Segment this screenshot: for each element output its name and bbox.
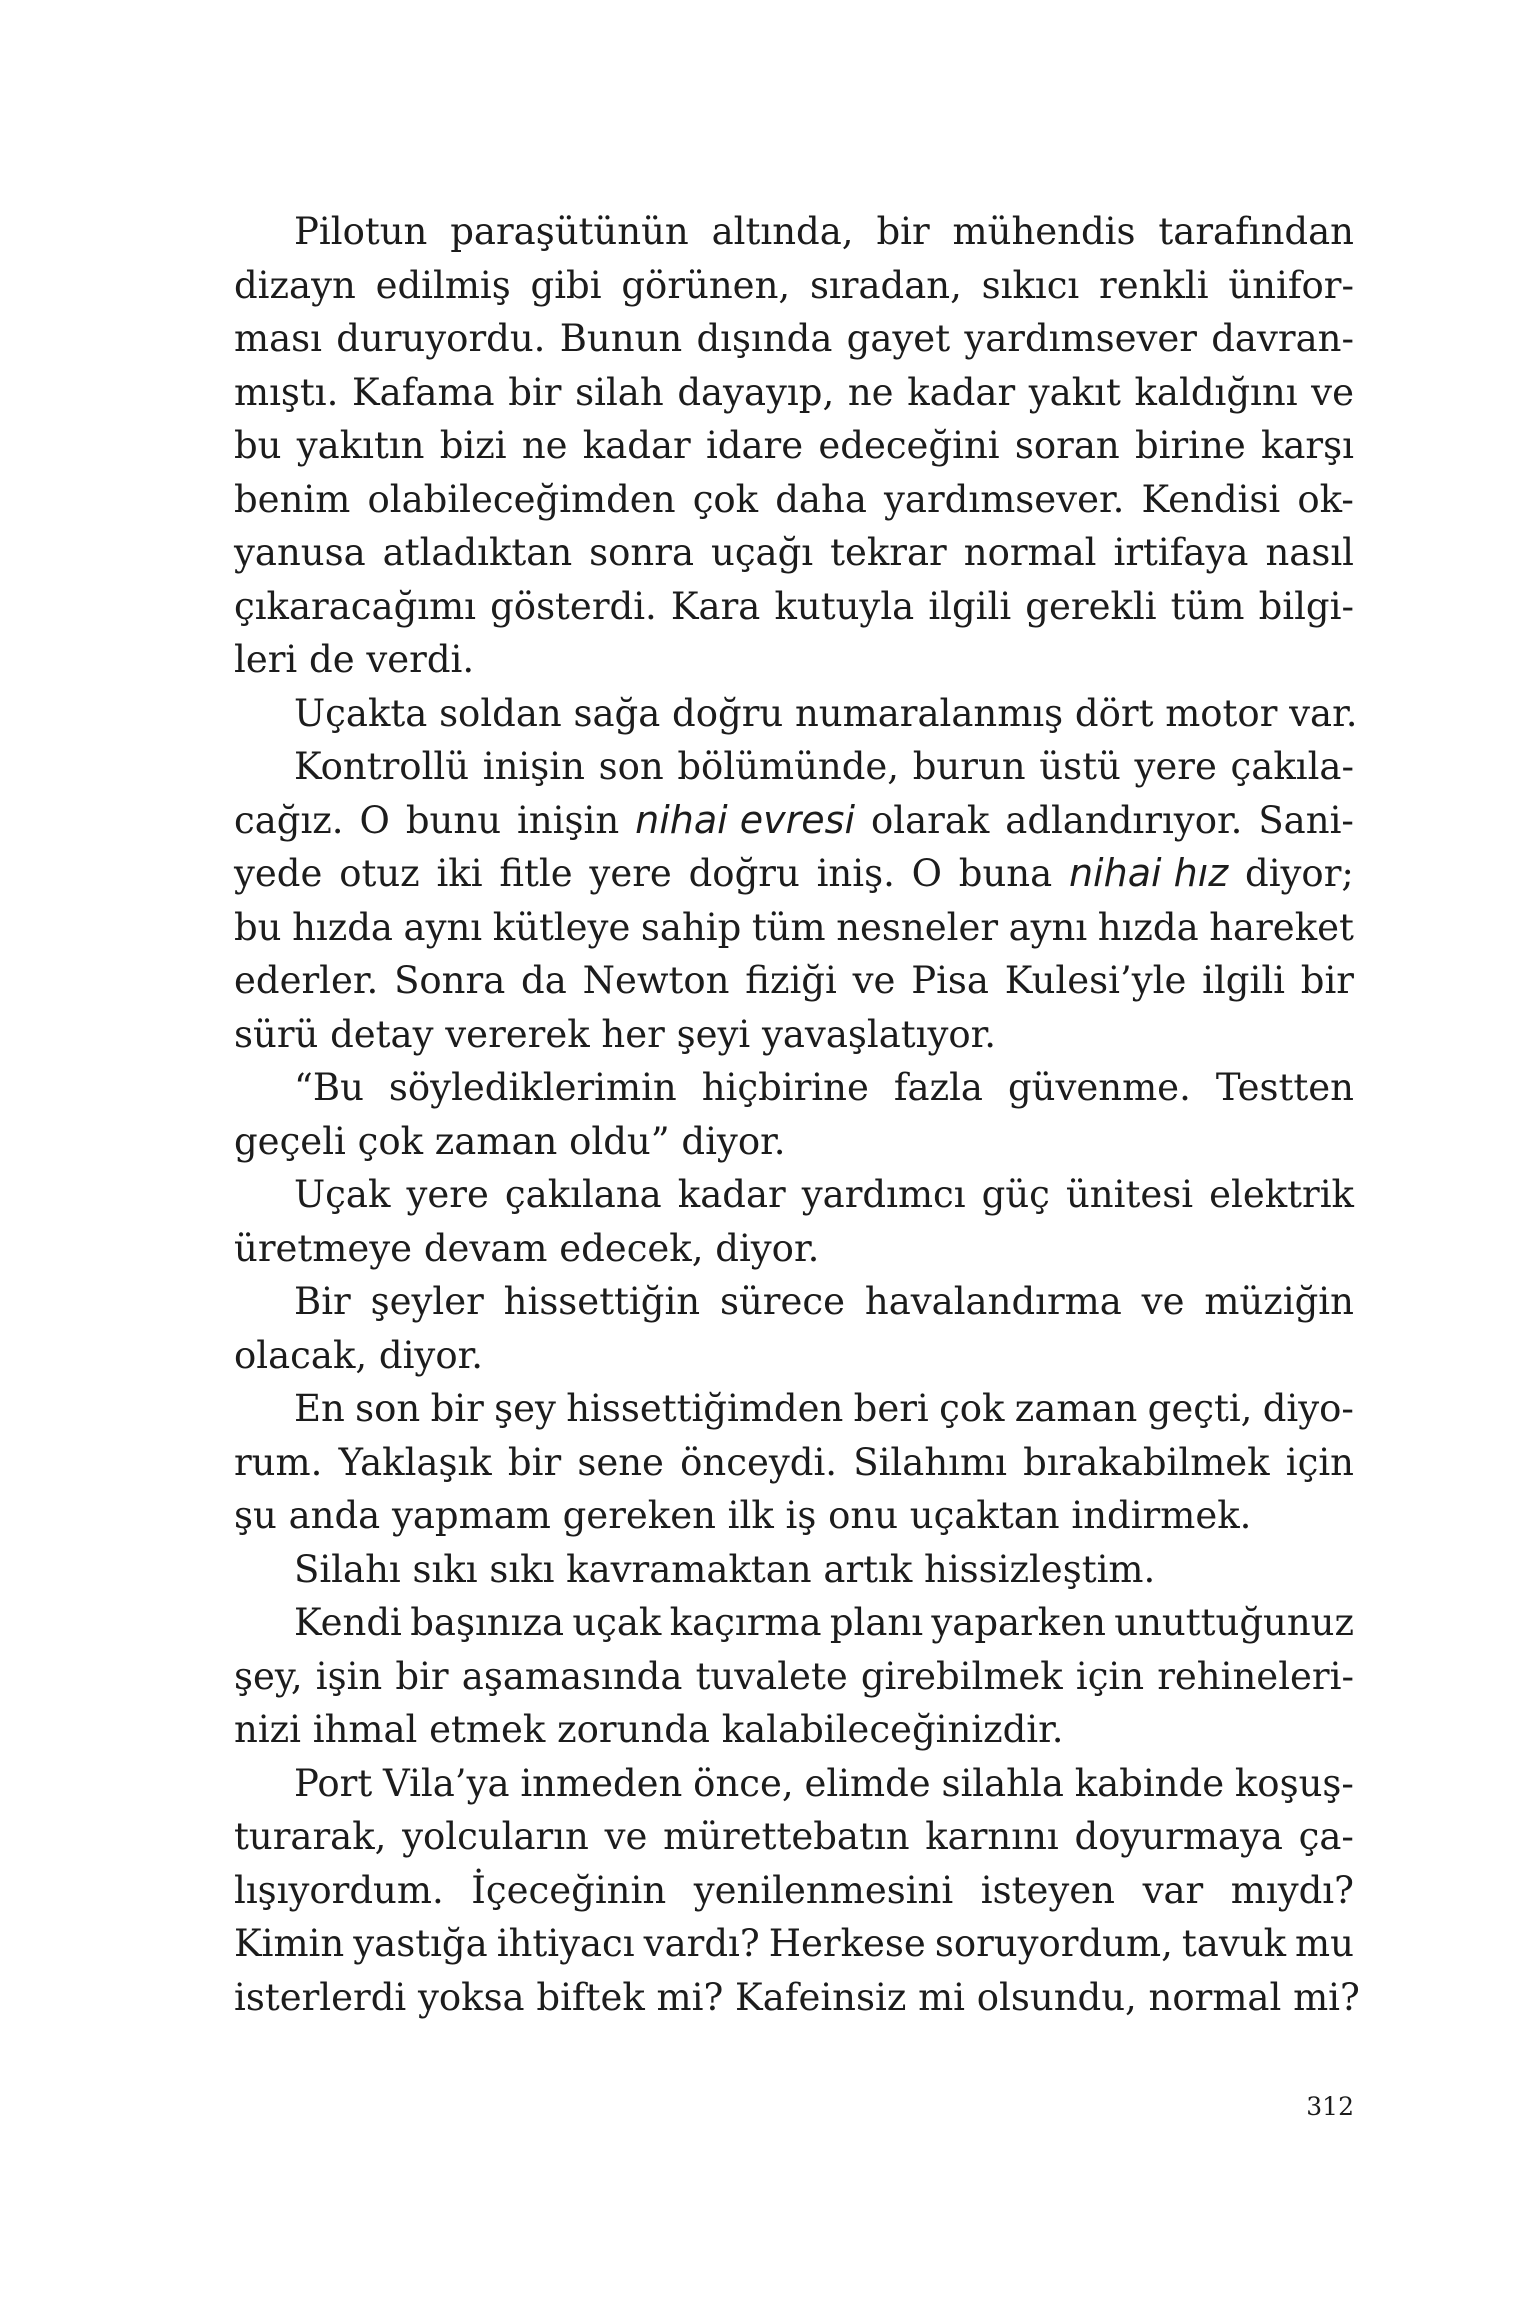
word: bilgi-	[1258, 584, 1354, 628]
word: Vila’ya	[383, 1761, 510, 1805]
text-line: isterlerdi yoksa biftek mi? Kafeinsiz mi olsundu, normal mi?	[234, 1975, 1360, 2019]
word: O	[359, 798, 390, 842]
word: uçağı	[711, 531, 814, 574]
word: silah	[575, 370, 664, 414]
word: Herkese	[768, 1922, 926, 1965]
word: sonra	[589, 531, 695, 574]
word: inişin	[517, 798, 620, 842]
word: gerekli	[1025, 584, 1157, 628]
word: şeyler	[370, 1280, 484, 1323]
paragraph	[234, 1757, 1360, 2025]
word: turarak,	[234, 1815, 387, 1858]
word: bir	[1300, 959, 1354, 1002]
word: gayet	[846, 317, 951, 360]
text-line: olacak, diyor.	[234, 1333, 483, 1377]
word: önceydi.	[680, 1440, 838, 1484]
word: yardımcı	[801, 1173, 966, 1216]
word: altında,	[711, 210, 854, 253]
text-line	[234, 740, 1354, 794]
word: tavuk	[1181, 1922, 1286, 1965]
word: önce,	[693, 1761, 794, 1805]
paragraph	[234, 205, 1354, 687]
word: Uçak	[294, 1173, 391, 1216]
word: kutuyla	[774, 584, 915, 628]
word: benim	[234, 477, 351, 521]
word: tarafından	[1158, 210, 1354, 253]
word: son	[355, 1387, 421, 1430]
word: hissettiğimden	[566, 1387, 844, 1430]
word: tüm	[1170, 584, 1245, 628]
word: bölümünde,	[677, 745, 900, 788]
word: yastığa	[353, 1922, 488, 1965]
word: kadar	[582, 424, 691, 467]
word: idare	[705, 424, 804, 467]
word: ve	[1141, 1280, 1185, 1323]
text-line	[234, 205, 1354, 259]
word: bırakabilmek	[1023, 1440, 1270, 1484]
word: normal	[963, 531, 1097, 574]
word: gösterdi.	[490, 584, 657, 628]
word: yakıt	[1028, 370, 1121, 414]
word: hiçbirine	[701, 1066, 869, 1109]
word: Pilotun	[294, 210, 428, 253]
word: için	[1075, 1654, 1145, 1698]
text-line: nizi ihmal etmek zorunda kalabileceğinizdir.	[234, 1708, 1064, 1751]
word: atladıktan	[382, 531, 573, 574]
word: bizi	[439, 424, 507, 467]
word: yanusa	[234, 531, 366, 574]
word: görünen,	[621, 263, 791, 307]
word: zaman	[1014, 1387, 1138, 1430]
word: ünitesi	[1065, 1173, 1194, 1216]
word: unuttuğunuz	[1114, 1601, 1354, 1644]
word: planı	[829, 1601, 924, 1644]
word: üstü	[1039, 745, 1121, 788]
word: güvenme.	[1007, 1066, 1191, 1109]
text-line: üretmeye devam edecek, diyor.	[234, 1226, 820, 1270]
word: da	[521, 959, 567, 1002]
word: sıkıcı	[981, 263, 1080, 307]
text-line	[234, 1917, 1354, 1971]
word: Kafama	[352, 370, 495, 414]
word: ederler.	[234, 959, 379, 1002]
word: söylediklerimin	[388, 1066, 677, 1109]
paragraph	[234, 1543, 1354, 1597]
word: fiziği	[745, 959, 837, 1002]
text-line	[234, 847, 1354, 901]
word: girebilmek	[860, 1654, 1063, 1698]
word: diyor;	[1245, 852, 1354, 895]
word: için	[1285, 1440, 1354, 1484]
word: silahla	[941, 1761, 1064, 1805]
word: Kulesi’yle	[1004, 959, 1187, 1002]
word: irtifaya	[1113, 531, 1249, 574]
word: karşı	[1260, 424, 1354, 467]
word: yaparken	[931, 1601, 1106, 1644]
word: hissettiğin	[503, 1280, 701, 1323]
word: tüm	[751, 905, 826, 949]
word: Bir	[294, 1280, 351, 1323]
paragraph	[234, 1596, 1354, 1757]
word: yede	[234, 852, 323, 895]
body-text	[234, 205, 1360, 2024]
word: yardımsever.	[884, 477, 1125, 521]
paragraph	[234, 740, 1354, 1061]
word: soruyordum,	[934, 1922, 1173, 1965]
word: Kontrollü	[294, 745, 470, 788]
word: lışıyordum.	[234, 1868, 444, 1912]
word: geçti,	[1147, 1387, 1253, 1430]
word: ve	[852, 959, 896, 1002]
word: buna	[958, 852, 1053, 895]
word: bir	[507, 1440, 562, 1484]
word: güç	[981, 1173, 1050, 1216]
word: yere	[406, 1173, 489, 1216]
emphasis-text: nihai hız	[1068, 851, 1229, 895]
word: dayayıp,	[677, 370, 835, 414]
word: vardı?	[643, 1922, 760, 1965]
word: Sani-	[1258, 798, 1354, 842]
word: “Bu	[294, 1066, 364, 1109]
word: cağız.	[234, 798, 344, 842]
word: yere	[1134, 745, 1217, 788]
word: isteyen	[980, 1868, 1115, 1912]
text-line	[234, 1061, 1354, 1115]
word: başınıza	[410, 1601, 564, 1644]
text-line	[234, 1275, 1354, 1329]
word: inmeden	[520, 1761, 683, 1805]
word: müziğin	[1204, 1280, 1354, 1323]
word: şey,	[234, 1654, 303, 1698]
word: Kara	[670, 584, 761, 628]
text-line: geçeli çok zaman oldu” diyor.	[234, 1119, 786, 1163]
word: mu	[1295, 1922, 1354, 1965]
text-line	[234, 901, 1354, 955]
word: kütleye	[492, 905, 631, 949]
word: ok-	[1297, 477, 1354, 521]
word: adlandırıyor.	[1005, 798, 1243, 842]
word: olabileceğimden	[367, 477, 676, 521]
paragraph	[234, 1061, 1354, 1168]
text-line	[234, 259, 1354, 313]
word: tuvalete	[695, 1654, 848, 1698]
text-line	[234, 419, 1354, 473]
word: Kendi	[294, 1601, 402, 1644]
paragraph	[234, 1382, 1354, 1543]
word: doyurmaya	[1074, 1815, 1283, 1858]
text-line	[234, 1864, 1354, 1918]
paragraph	[234, 1275, 1354, 1382]
word: bu	[234, 905, 282, 949]
word: bir	[876, 210, 930, 253]
word: yere	[589, 852, 672, 895]
word: yenilenmesini	[693, 1868, 954, 1912]
text-line	[234, 366, 1354, 420]
word: Silahımı	[853, 1440, 1007, 1484]
word: çıkaracağımı	[234, 584, 476, 628]
paragraph	[234, 687, 1358, 741]
word: O	[911, 852, 942, 895]
word: iniş.	[816, 852, 895, 895]
word: var	[1142, 1868, 1204, 1912]
word: hızda	[1097, 905, 1199, 949]
text-line	[234, 312, 1354, 366]
word: inişin	[482, 745, 585, 788]
word: davran-	[1211, 317, 1354, 360]
word: aşamasında	[461, 1654, 683, 1698]
word: otuz	[339, 852, 420, 895]
word: ilgili	[928, 584, 1012, 628]
word: bunu	[405, 798, 502, 842]
word: kaldığını	[1134, 370, 1298, 414]
word: gibi	[530, 263, 602, 307]
word: burun	[912, 745, 1026, 788]
word: nasıl	[1265, 531, 1354, 574]
word: çok	[692, 477, 759, 521]
word: daha	[775, 477, 867, 521]
word: aynı	[403, 905, 483, 949]
text-line: leri de verdi.	[234, 638, 475, 681]
word: ve	[1311, 370, 1354, 414]
word: Bunun	[559, 317, 683, 360]
word: bu	[234, 424, 282, 467]
word: ne	[847, 370, 894, 414]
word: ça-	[1298, 1815, 1354, 1858]
word: doğru	[688, 852, 800, 895]
word: rum.	[234, 1440, 323, 1484]
text-line	[234, 1168, 1354, 1222]
word: elimde	[804, 1761, 931, 1805]
word: sahip	[640, 905, 742, 949]
word: paraşütünün	[450, 210, 689, 253]
word: ünifor-	[1228, 263, 1354, 307]
word: bir	[430, 1387, 484, 1430]
word: uçak	[572, 1601, 662, 1644]
word: İçeceğinin	[471, 1868, 667, 1912]
word: hızda	[292, 905, 393, 949]
word: çakıla-	[1230, 745, 1354, 788]
word: Sonra	[394, 959, 506, 1002]
text-line: şu anda yapmam gereken ilk iş onu uçaktan indirmek.	[234, 1494, 1252, 1537]
word: fazla	[893, 1066, 983, 1109]
word: mühendis	[952, 210, 1136, 253]
text-line	[234, 526, 1354, 580]
word: fitle	[499, 852, 573, 895]
word: kadar	[907, 370, 1016, 414]
text-line: Silahı sıkı sıkı kavramaktan artık hissizleştim.	[294, 1547, 1156, 1591]
word: elektrik	[1209, 1173, 1354, 1216]
text-line	[234, 473, 1354, 527]
word: duruyordu.	[336, 317, 546, 360]
text-line	[234, 1382, 1354, 1436]
word: dışında	[696, 317, 833, 360]
word: yardımsever	[964, 317, 1197, 360]
word: Testten	[1215, 1066, 1354, 1109]
word: ihtiyacı	[496, 1922, 635, 1965]
word: beri	[853, 1387, 929, 1430]
word: yolcuların	[402, 1815, 589, 1858]
word: sene	[577, 1440, 664, 1484]
word: havalandırma	[864, 1280, 1122, 1323]
word: karnını	[925, 1815, 1059, 1858]
word: En	[294, 1387, 345, 1430]
word: kaçırma	[669, 1601, 822, 1644]
word: bir	[508, 370, 562, 414]
text-line	[234, 1757, 1354, 1811]
word: Pisa	[911, 959, 989, 1002]
word: çakılana	[504, 1173, 662, 1216]
word: kabinde	[1074, 1761, 1225, 1805]
word: mıştı.	[234, 370, 339, 414]
word: şey	[494, 1387, 556, 1430]
word: rehineleri-	[1157, 1654, 1354, 1698]
word: Kimin	[234, 1922, 345, 1965]
word: edeceğini	[818, 424, 1000, 467]
word: mıydı?	[1230, 1868, 1354, 1912]
word: soran	[1014, 424, 1120, 467]
word: mürettebatın	[663, 1815, 910, 1858]
word: ilgili	[1202, 959, 1285, 1002]
word: ve	[604, 1815, 648, 1858]
word: koşuş-	[1234, 1761, 1354, 1805]
page-number: 312	[1306, 2092, 1354, 2121]
word: yakıtın	[296, 424, 425, 467]
word: Kendisi	[1141, 477, 1281, 521]
word: son	[598, 745, 664, 788]
word: dizayn	[234, 263, 356, 307]
word: sıradan,	[809, 263, 962, 307]
text-line	[234, 1436, 1354, 1490]
word: çok	[939, 1387, 1005, 1430]
emphasis-text: nihai evresi	[635, 797, 855, 842]
word: işin	[315, 1654, 383, 1698]
word: kadar	[677, 1173, 786, 1216]
text-line: Uçakta soldan sağa doğru numaralanmış dört motor var.	[294, 691, 1358, 735]
word: nesneler	[836, 905, 999, 949]
word: bir	[395, 1654, 449, 1698]
text-line	[234, 1810, 1354, 1864]
word: renkli	[1099, 263, 1209, 307]
text-line	[234, 1650, 1354, 1704]
paragraph	[234, 1168, 1354, 1275]
word: edilmiş	[375, 263, 511, 307]
word: Newton	[582, 959, 730, 1002]
word: ne	[521, 424, 568, 467]
text-line	[234, 1596, 1354, 1650]
word: Port	[294, 1761, 373, 1805]
word: sürece	[719, 1280, 846, 1323]
word: diyo-	[1262, 1387, 1354, 1430]
word: Yaklaşık	[338, 1440, 492, 1484]
word: birine	[1134, 424, 1246, 467]
word: hareket	[1209, 905, 1354, 949]
text-line	[234, 794, 1354, 848]
word: iki	[436, 852, 483, 895]
word: olarak	[870, 798, 990, 842]
word: ması	[234, 317, 322, 360]
text-line: sürü detay vererek her şeyi yavaşlatıyor.	[234, 1012, 997, 1056]
text-line	[234, 580, 1354, 634]
word: aynı	[1008, 905, 1088, 949]
text-line	[234, 954, 1354, 1008]
word: tekrar	[830, 531, 947, 574]
